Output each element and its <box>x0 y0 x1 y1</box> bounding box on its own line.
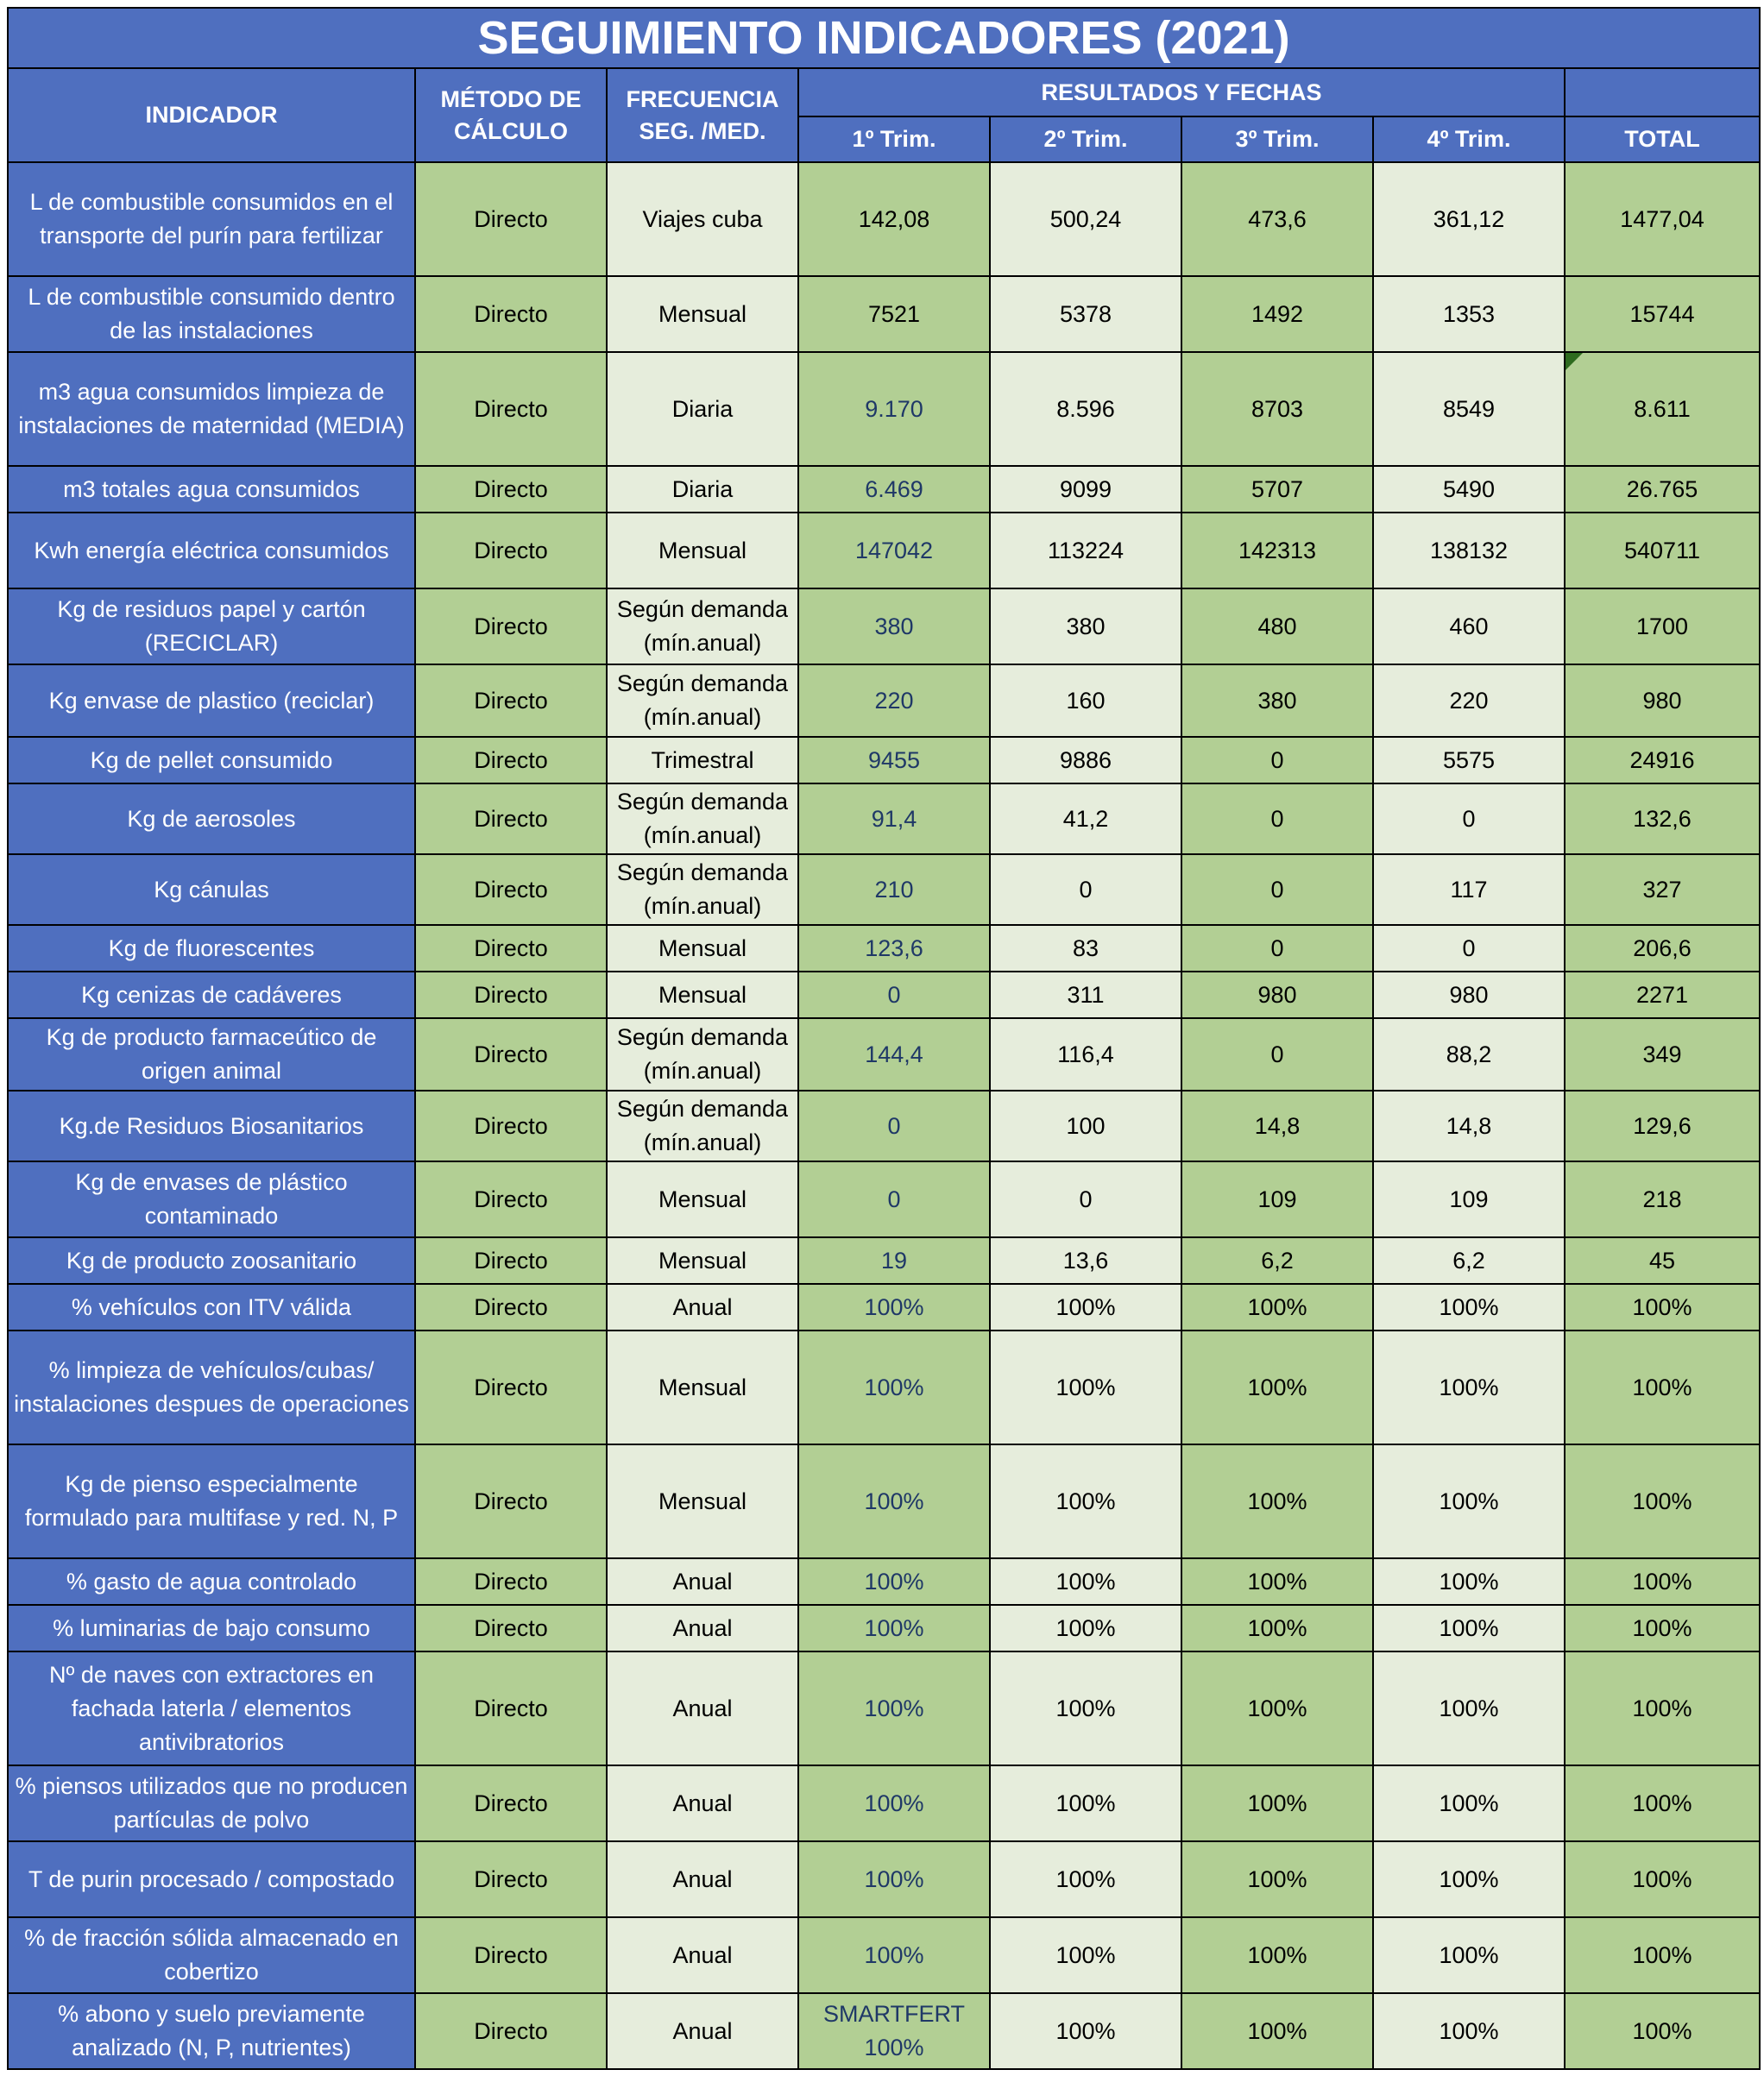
cell-t1[interactable]: SMARTFERT 100% <box>798 1993 990 2069</box>
cell-t1[interactable]: 100% <box>798 1917 990 1993</box>
cell-t2[interactable]: 113224 <box>990 513 1181 588</box>
cell-t4[interactable]: 100% <box>1373 1651 1565 1765</box>
cell-t1[interactable]: 9.170 <box>798 352 990 466</box>
cell-t1[interactable]: 144,4 <box>798 1018 990 1091</box>
cell-t3[interactable]: 100% <box>1181 1605 1373 1651</box>
cell-indicador[interactable]: % gasto de agua controlado <box>8 1558 415 1605</box>
cell-t1[interactable]: 19 <box>798 1237 990 1284</box>
cell-t4[interactable]: 100% <box>1373 1444 1565 1558</box>
cell-t4[interactable]: 8549 <box>1373 352 1565 466</box>
cell-indicador[interactable]: T de purin procesado / compostado <box>8 1841 415 1917</box>
cell-t1[interactable]: 9455 <box>798 737 990 783</box>
cell-total[interactable]: 100% <box>1565 1917 1760 1993</box>
cell-t3[interactable]: 0 <box>1181 1018 1373 1091</box>
cell-total[interactable]: 15744 <box>1565 276 1760 352</box>
table-row <box>8 1444 1760 1558</box>
cell-t4[interactable]: 138132 <box>1373 513 1565 588</box>
cell-total[interactable]: 8.611 <box>1565 352 1760 466</box>
cell-t3[interactable]: 1492 <box>1181 276 1373 352</box>
cell-metodo[interactable]: Directo <box>415 1765 607 1841</box>
cell-frecuencia[interactable]: Según demanda (mín.anual) <box>607 783 798 854</box>
cell-metodo[interactable]: Directo <box>415 1237 607 1284</box>
table-row <box>8 588 1760 664</box>
header-t1: 1º Trim. <box>798 116 990 162</box>
cell-t4[interactable]: 100% <box>1373 1605 1565 1651</box>
spreadsheet <box>7 7 1759 2070</box>
cell-metodo[interactable]: Directo <box>415 1331 607 1444</box>
cell-total[interactable]: 100% <box>1565 1841 1760 1917</box>
cell-t1[interactable]: 100% <box>798 1765 990 1841</box>
cell-frecuencia[interactable]: Según demanda (mín.anual) <box>607 1018 798 1091</box>
cell-t2[interactable]: 8.596 <box>990 352 1181 466</box>
cell-t1[interactable]: 100% <box>798 1841 990 1917</box>
cell-t3[interactable]: 473,6 <box>1181 162 1373 276</box>
cell-t4[interactable]: 100% <box>1373 1841 1565 1917</box>
cell-t2[interactable]: 160 <box>990 664 1181 737</box>
cell-total[interactable]: 1700 <box>1565 588 1760 664</box>
cell-t1[interactable]: 0 <box>798 1091 990 1161</box>
cell-t4[interactable]: 6,2 <box>1373 1237 1565 1284</box>
cell-indicador[interactable]: % abono y suelo previamente analizado (N, P, nutrientes) <box>8 1993 415 2069</box>
cell-indicador[interactable]: % de fracción sólida almacenado en cobertizo <box>8 1917 415 1993</box>
cell-indicador[interactable]: Kg cenizas de cadáveres <box>8 972 415 1018</box>
cell-metodo[interactable]: Directo <box>415 1841 607 1917</box>
cell-t4[interactable]: 0 <box>1373 925 1565 972</box>
cell-total[interactable]: 100% <box>1565 1993 1760 2069</box>
cell-t2[interactable]: 116,4 <box>990 1018 1181 1091</box>
cell-indicador[interactable]: Kg envase de plastico (reciclar) <box>8 664 415 737</box>
cell-total[interactable]: 540711 <box>1565 513 1760 588</box>
table-row <box>8 1917 1760 1993</box>
cell-frecuencia[interactable]: Mensual <box>607 513 798 588</box>
cell-t3[interactable]: 100% <box>1181 1765 1373 1841</box>
cell-total[interactable]: 100% <box>1565 1331 1760 1444</box>
cell-t1[interactable]: 100% <box>798 1605 990 1651</box>
cell-t1[interactable]: 100% <box>798 1651 990 1765</box>
cell-t1[interactable]: 0 <box>798 1161 990 1237</box>
cell-frecuencia[interactable]: Mensual <box>607 1161 798 1237</box>
cell-metodo[interactable]: Directo <box>415 737 607 783</box>
table-row <box>8 925 1760 972</box>
cell-t1[interactable]: 91,4 <box>798 783 990 854</box>
cell-t2[interactable]: 100% <box>990 1917 1181 1993</box>
cell-t2[interactable]: 100% <box>990 1841 1181 1917</box>
cell-total[interactable]: 218 <box>1565 1161 1760 1237</box>
cell-t3[interactable]: 100% <box>1181 1841 1373 1917</box>
cell-t1[interactable]: 6.469 <box>798 466 990 513</box>
cell-frecuencia[interactable]: Anual <box>607 1993 798 2069</box>
cell-t3[interactable]: 100% <box>1181 1284 1373 1331</box>
cell-t3[interactable]: 0 <box>1181 737 1373 783</box>
cell-frecuencia[interactable]: Diaria <box>607 466 798 513</box>
table-row <box>8 737 1760 783</box>
cell-t2[interactable]: 311 <box>990 972 1181 1018</box>
cell-t2[interactable]: 9886 <box>990 737 1181 783</box>
cell-t3[interactable]: 5707 <box>1181 466 1373 513</box>
cell-metodo[interactable]: Directo <box>415 664 607 737</box>
cell-t1[interactable]: 100% <box>798 1558 990 1605</box>
table-row <box>8 783 1760 854</box>
cell-metodo[interactable]: Directo <box>415 162 607 276</box>
cell-total[interactable]: 100% <box>1565 1444 1760 1558</box>
cell-t1[interactable]: 210 <box>798 854 990 925</box>
cell-total[interactable]: 129,6 <box>1565 1091 1760 1161</box>
table-row <box>8 854 1760 925</box>
cell-t1[interactable]: 123,6 <box>798 925 990 972</box>
table-row <box>8 1237 1760 1284</box>
cell-t1[interactable]: 142,08 <box>798 162 990 276</box>
cell-indicador[interactable]: Kg de pellet consumido <box>8 737 415 783</box>
cell-metodo[interactable]: Directo <box>415 1284 607 1331</box>
cell-t3[interactable]: 480 <box>1181 588 1373 664</box>
header-resultados: RESULTADOS Y FECHAS <box>798 68 1565 116</box>
cell-total[interactable]: 100% <box>1565 1651 1760 1765</box>
cell-metodo[interactable]: Directo <box>415 466 607 513</box>
cell-t3[interactable]: 14,8 <box>1181 1091 1373 1161</box>
indicators-table <box>7 7 1761 2070</box>
cell-t4[interactable]: 220 <box>1373 664 1565 737</box>
cell-metodo[interactable]: Directo <box>415 588 607 664</box>
cell-metodo[interactable]: Directo <box>415 1605 607 1651</box>
cell-metodo[interactable]: Directo <box>415 1993 607 2069</box>
cell-indicador[interactable]: L de combustible consumido dentro de las instalaciones <box>8 276 415 352</box>
table-row <box>8 664 1760 737</box>
cell-frecuencia[interactable]: Viajes cuba <box>607 162 798 276</box>
cell-indicador[interactable]: Kg de producto zoosanitario <box>8 1237 415 1284</box>
cell-frecuencia[interactable]: Según demanda (mín.anual) <box>607 854 798 925</box>
cell-t3[interactable]: 0 <box>1181 925 1373 972</box>
cell-indicador[interactable]: m3 totales agua consumidos <box>8 466 415 513</box>
cell-metodo[interactable]: Directo <box>415 1917 607 1993</box>
cell-metodo[interactable]: Directo <box>415 352 607 466</box>
header-t4: 4º Trim. <box>1373 116 1565 162</box>
cell-t2[interactable]: 500,24 <box>990 162 1181 276</box>
cell-t2[interactable]: 0 <box>990 1161 1181 1237</box>
cell-indicador[interactable]: % vehículos con ITV válida <box>8 1284 415 1331</box>
table-row <box>8 1993 1760 2069</box>
cell-t2[interactable]: 0 <box>990 854 1181 925</box>
cell-metodo[interactable]: Directo <box>415 783 607 854</box>
cell-t3[interactable]: 6,2 <box>1181 1237 1373 1284</box>
cell-t3[interactable]: 980 <box>1181 972 1373 1018</box>
cell-metodo[interactable]: Directo <box>415 1444 607 1558</box>
cell-frecuencia[interactable]: Anual <box>607 1841 798 1917</box>
cell-frecuencia[interactable]: Según demanda (mín.anual) <box>607 1091 798 1161</box>
cell-indicador[interactable]: L de combustible consumidos en el transporte del purín para fertilizar <box>8 162 415 276</box>
cell-t4[interactable]: 980 <box>1373 972 1565 1018</box>
cell-frecuencia[interactable]: Anual <box>607 1558 798 1605</box>
cell-indicador[interactable]: Kg de pienso especialmente formulado para multifase y red. N, P <box>8 1444 415 1558</box>
table-row <box>8 1841 1760 1917</box>
table-row <box>8 1765 1760 1841</box>
cell-t4[interactable]: 361,12 <box>1373 162 1565 276</box>
cell-t2[interactable]: 100% <box>990 1605 1181 1651</box>
cell-indicador[interactable]: Kg de residuos papel y cartón (RECICLAR) <box>8 588 415 664</box>
cell-total[interactable]: 349 <box>1565 1018 1760 1091</box>
cell-t2[interactable]: 83 <box>990 925 1181 972</box>
cell-total[interactable]: 980 <box>1565 664 1760 737</box>
cell-total[interactable]: 100% <box>1565 1605 1760 1651</box>
cell-metodo[interactable]: Directo <box>415 276 607 352</box>
cell-t3[interactable]: 8703 <box>1181 352 1373 466</box>
cell-frecuencia[interactable]: Anual <box>607 1284 798 1331</box>
cell-metodo[interactable]: Directo <box>415 1651 607 1765</box>
cell-t1[interactable]: 380 <box>798 588 990 664</box>
cell-metodo[interactable]: Directo <box>415 1161 607 1237</box>
cell-indicador[interactable]: Kg de fluorescentes <box>8 925 415 972</box>
header-frecuencia: FRECUENCIA SEG. /MED. <box>607 68 798 162</box>
header-indicador: INDICADOR <box>8 68 415 162</box>
cell-frecuencia[interactable]: Según demanda (mín.anual) <box>607 664 798 737</box>
cell-metodo[interactable]: Directo <box>415 1018 607 1091</box>
cell-t2[interactable]: 13,6 <box>990 1237 1181 1284</box>
cell-t3[interactable]: 380 <box>1181 664 1373 737</box>
table-row <box>8 513 1760 588</box>
cell-indicador[interactable]: Kg de envases de plástico contaminado <box>8 1161 415 1237</box>
cell-t3[interactable]: 109 <box>1181 1161 1373 1237</box>
cell-t4[interactable]: 100% <box>1373 1558 1565 1605</box>
cell-t1[interactable]: 7521 <box>798 276 990 352</box>
table-row <box>8 162 1760 276</box>
cell-t4[interactable]: 100% <box>1373 1993 1565 2069</box>
table-row <box>8 276 1760 352</box>
cell-t4[interactable]: 1353 <box>1373 276 1565 352</box>
cell-t2[interactable]: 380 <box>990 588 1181 664</box>
cell-t4[interactable]: 0 <box>1373 783 1565 854</box>
table-row <box>8 972 1760 1018</box>
cell-total[interactable]: 24916 <box>1565 737 1760 783</box>
cell-frecuencia[interactable]: Mensual <box>607 276 798 352</box>
cell-t4[interactable]: 100% <box>1373 1917 1565 1993</box>
cell-t1[interactable]: 0 <box>798 972 990 1018</box>
cell-t3[interactable]: 100% <box>1181 1651 1373 1765</box>
cell-indicador[interactable]: Kg de aerosoles <box>8 783 415 854</box>
cell-t3[interactable]: 100% <box>1181 1444 1373 1558</box>
cell-t3[interactable]: 100% <box>1181 1917 1373 1993</box>
cell-indicador[interactable]: Kwh energía eléctrica consumidos <box>8 513 415 588</box>
cell-frecuencia[interactable]: Anual <box>607 1765 798 1841</box>
cell-t3[interactable]: 0 <box>1181 854 1373 925</box>
cell-t4[interactable]: 100% <box>1373 1284 1565 1331</box>
header-metodo: MÉTODO DE CÁLCULO <box>415 68 607 162</box>
cell-t1[interactable]: 100% <box>798 1444 990 1558</box>
cell-frecuencia[interactable]: Anual <box>607 1917 798 1993</box>
cell-frecuencia[interactable]: Diaria <box>607 352 798 466</box>
cell-indicador[interactable]: % limpieza de vehículos/cubas/ instalaciones despues de operaciones <box>8 1331 415 1444</box>
table-row <box>8 1558 1760 1605</box>
cell-t4[interactable]: 100% <box>1373 1331 1565 1444</box>
cell-indicador[interactable]: Nº de naves con extractores en fachada laterla / elementos antivibratorios <box>8 1651 415 1765</box>
cell-frecuencia[interactable]: Mensual <box>607 1444 798 1558</box>
cell-metodo[interactable]: Directo <box>415 925 607 972</box>
cell-metodo[interactable]: Directo <box>415 1091 607 1161</box>
cell-total[interactable]: 100% <box>1565 1765 1760 1841</box>
cell-t4[interactable]: 14,8 <box>1373 1091 1565 1161</box>
cell-t2[interactable]: 100% <box>990 1444 1181 1558</box>
cell-t4[interactable]: 5490 <box>1373 466 1565 513</box>
table-row <box>8 352 1760 466</box>
cell-total[interactable]: 45 <box>1565 1237 1760 1284</box>
table-row <box>8 1605 1760 1651</box>
cell-frecuencia[interactable]: Según demanda (mín.anual) <box>607 588 798 664</box>
header-t2: 2º Trim. <box>990 116 1181 162</box>
cell-total[interactable]: 327 <box>1565 854 1760 925</box>
table-row <box>8 1284 1760 1331</box>
cell-t4[interactable]: 100% <box>1373 1765 1565 1841</box>
sheet-title: SEGUIMIENTO INDICADORES (2021) <box>8 8 1760 68</box>
cell-t4[interactable]: 109 <box>1373 1161 1565 1237</box>
cell-total[interactable]: 2271 <box>1565 972 1760 1018</box>
cell-total[interactable]: 100% <box>1565 1284 1760 1331</box>
cell-t2[interactable]: 100% <box>990 1651 1181 1765</box>
cell-t2[interactable]: 100% <box>990 1558 1181 1605</box>
cell-metodo[interactable]: Directo <box>415 513 607 588</box>
cell-indicador[interactable]: Kg.de Residuos Biosanitarios <box>8 1091 415 1161</box>
cell-t2[interactable]: 5378 <box>990 276 1181 352</box>
cell-t2[interactable]: 100% <box>990 1331 1181 1444</box>
cell-t2[interactable]: 100% <box>990 1284 1181 1331</box>
cell-t1[interactable]: 147042 <box>798 513 990 588</box>
cell-frecuencia[interactable]: Anual <box>607 1651 798 1765</box>
table-row <box>8 1091 1760 1161</box>
cell-t2[interactable]: 100% <box>990 1765 1181 1841</box>
cell-t3[interactable]: 100% <box>1181 1993 1373 2069</box>
cell-t1[interactable]: 100% <box>798 1331 990 1444</box>
cell-t2[interactable]: 41,2 <box>990 783 1181 854</box>
cell-frecuencia[interactable]: Mensual <box>607 1237 798 1284</box>
cell-total[interactable]: 26.765 <box>1565 466 1760 513</box>
cell-t1[interactable]: 100% <box>798 1284 990 1331</box>
header-t3: 3º Trim. <box>1181 116 1373 162</box>
cell-frecuencia[interactable]: Mensual <box>607 1331 798 1444</box>
cell-metodo[interactable]: Directo <box>415 854 607 925</box>
header-blank <box>1565 68 1760 116</box>
cell-indicador[interactable]: m3 agua consumidos limpieza de instalaciones de maternidad (MEDIA) <box>8 352 415 466</box>
cell-metodo[interactable]: Directo <box>415 972 607 1018</box>
cell-t2[interactable]: 9099 <box>990 466 1181 513</box>
cell-t3[interactable]: 100% <box>1181 1558 1373 1605</box>
cell-metodo[interactable]: Directo <box>415 1558 607 1605</box>
cell-t2[interactable]: 100 <box>990 1091 1181 1161</box>
cell-t4[interactable]: 88,2 <box>1373 1018 1565 1091</box>
table-row <box>8 1018 1760 1091</box>
cell-indicador[interactable]: Kg de producto farmaceútico de origen animal <box>8 1018 415 1091</box>
table-row <box>8 1651 1760 1765</box>
cell-t2[interactable]: 100% <box>990 1993 1181 2069</box>
cell-t3[interactable]: 142313 <box>1181 513 1373 588</box>
cell-t3[interactable]: 0 <box>1181 783 1373 854</box>
table-row <box>8 1331 1760 1444</box>
cell-frecuencia[interactable]: Mensual <box>607 972 798 1018</box>
cell-total[interactable]: 132,6 <box>1565 783 1760 854</box>
cell-total[interactable]: 1477,04 <box>1565 162 1760 276</box>
cell-t4[interactable]: 117 <box>1373 854 1565 925</box>
cell-total[interactable]: 206,6 <box>1565 925 1760 972</box>
header-total: TOTAL <box>1565 116 1760 162</box>
cell-indicador[interactable]: Kg cánulas <box>8 854 415 925</box>
cell-indicador[interactable]: % luminarias de bajo consumo <box>8 1605 415 1651</box>
cell-t1[interactable]: 220 <box>798 664 990 737</box>
cell-t4[interactable]: 460 <box>1373 588 1565 664</box>
cell-frecuencia[interactable]: Trimestral <box>607 737 798 783</box>
cell-frecuencia[interactable]: Mensual <box>607 925 798 972</box>
table-row <box>8 466 1760 513</box>
cell-indicador[interactable]: % piensos utilizados que no producen partículas de polvo <box>8 1765 415 1841</box>
cell-t4[interactable]: 5575 <box>1373 737 1565 783</box>
table-row <box>8 1161 1760 1237</box>
cell-total[interactable]: 100% <box>1565 1558 1760 1605</box>
cell-frecuencia[interactable]: Anual <box>607 1605 798 1651</box>
cell-t3[interactable]: 100% <box>1181 1331 1373 1444</box>
